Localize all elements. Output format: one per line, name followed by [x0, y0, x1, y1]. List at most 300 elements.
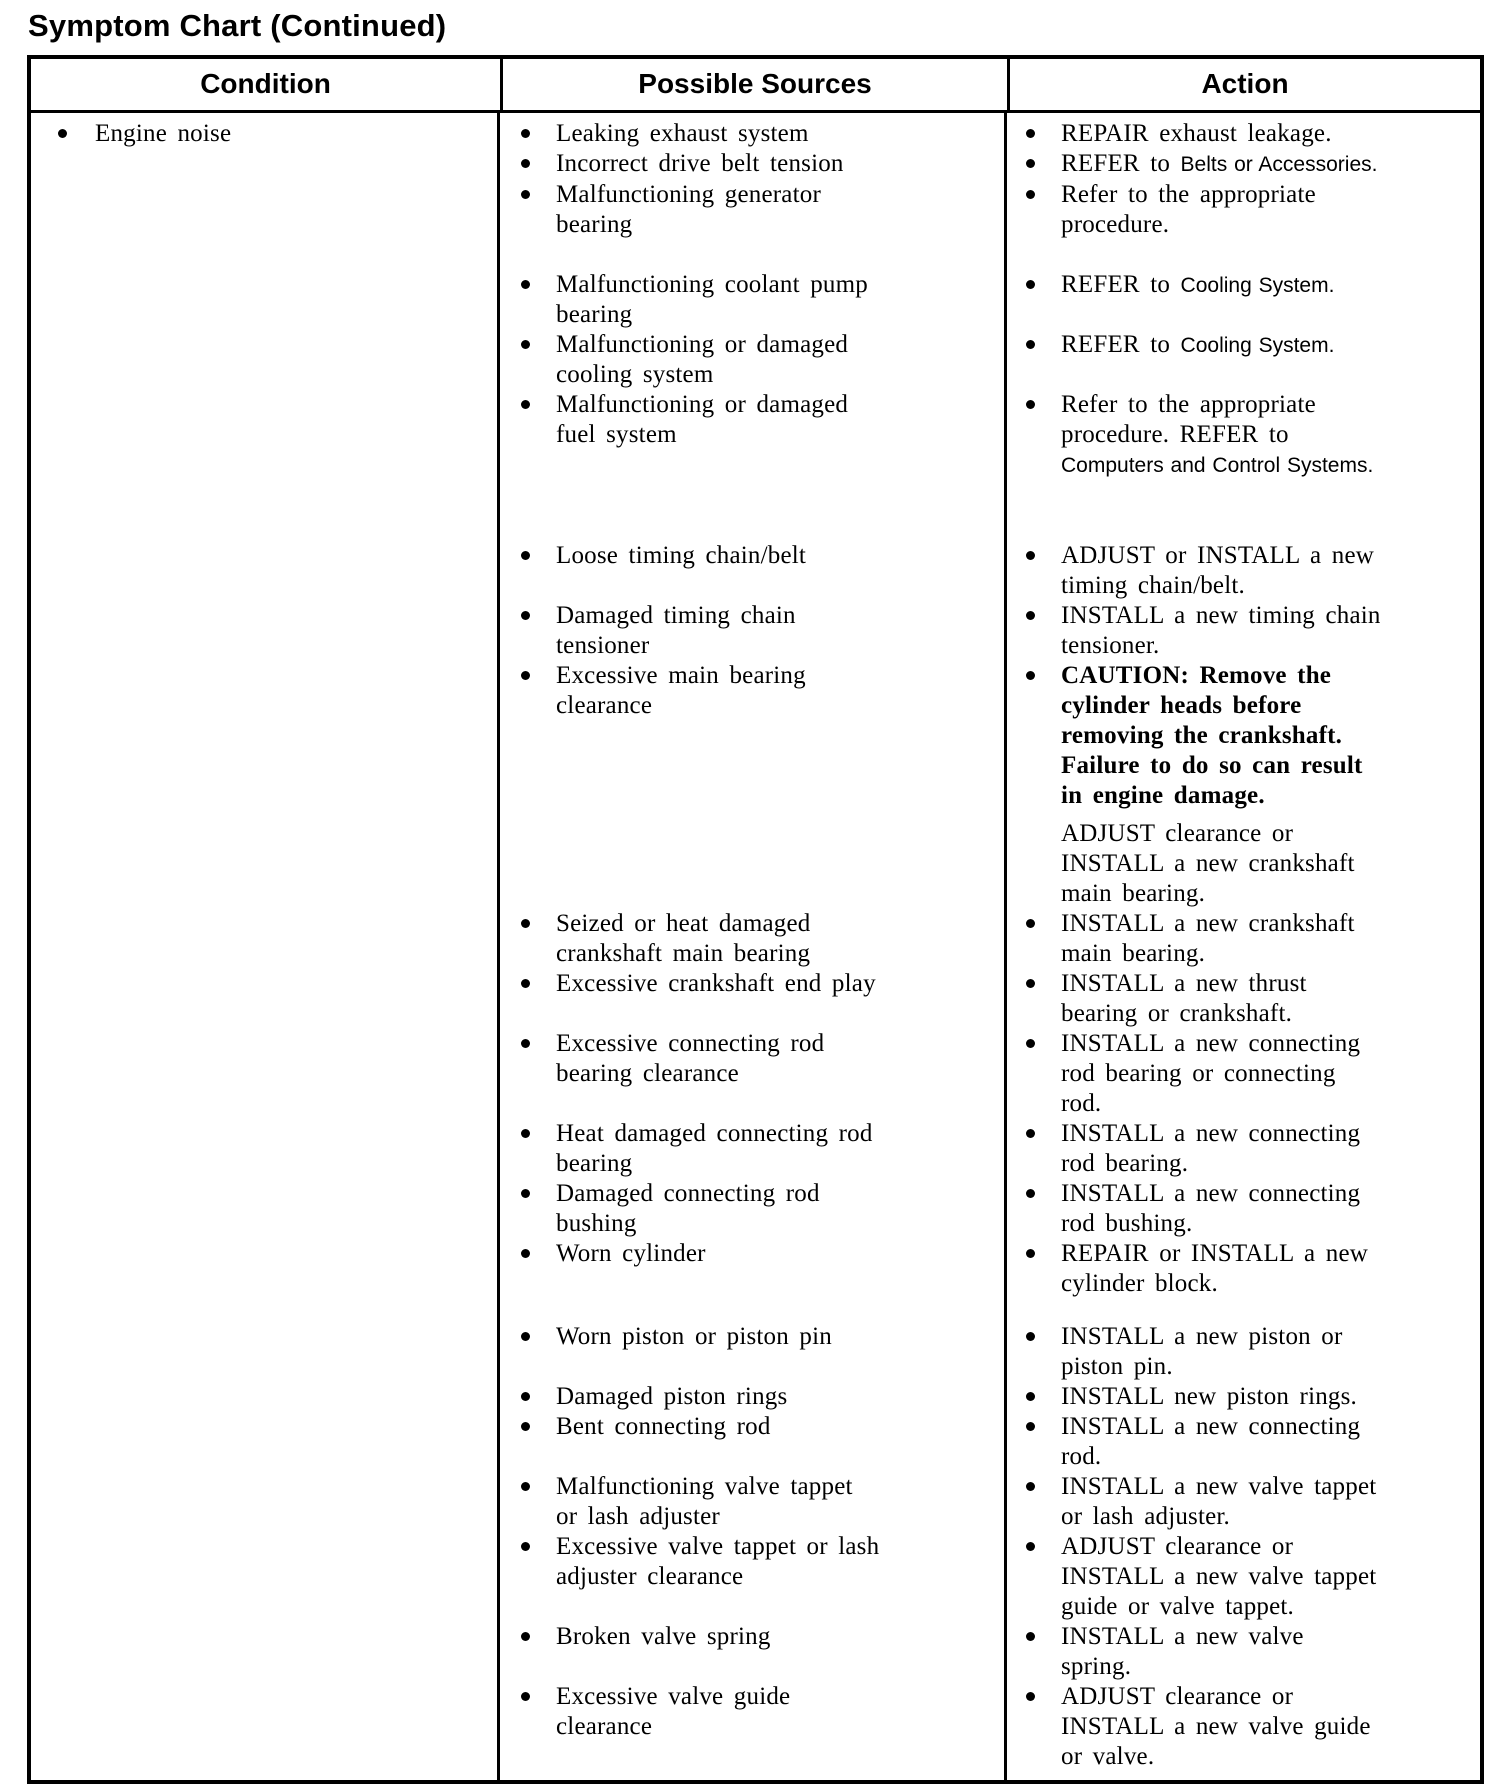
action-text: [1061, 909, 1470, 969]
text-segment: REPAIR exhaust leakage.: [1061, 120, 1332, 147]
source-item: [518, 180, 992, 240]
text-segment: Excessive connecting rod: [556, 1030, 825, 1057]
bullet-dot: [521, 551, 530, 560]
text-segment: INSTALL a new piston or: [1061, 1323, 1343, 1350]
source-item: [518, 1682, 992, 1742]
text-segment: rod.: [1061, 1090, 1102, 1117]
action-item: [1023, 1682, 1470, 1772]
action-text: [1061, 1119, 1470, 1179]
bullet-dot: [521, 1482, 530, 1491]
source-cell: [500, 1472, 1004, 1532]
text-segment: Loose timing chain/belt: [556, 542, 807, 569]
source-item: [518, 541, 992, 571]
text-segment: bearing clearance: [556, 1060, 739, 1087]
text-segment: Damaged timing chain: [556, 602, 796, 629]
source-item: [518, 270, 992, 330]
bullet-icon: [518, 1412, 556, 1442]
text-segment: INSTALL a new crankshaft: [1061, 910, 1355, 937]
bullet-icon: [518, 270, 556, 300]
text-segment: cylinder block.: [1061, 1270, 1218, 1297]
text-segment: Excessive valve guide: [556, 1683, 791, 1710]
action-cell: [1004, 541, 1480, 601]
text-segment: Malfunctioning coolant pump: [556, 271, 868, 298]
bullet-dot: [521, 129, 530, 138]
bullet-dot: [521, 1692, 530, 1701]
bullet-dot: [1026, 190, 1035, 199]
source-text: [556, 601, 992, 661]
group-gap-spacer: [500, 1299, 1004, 1322]
action-cell: [1004, 1472, 1480, 1532]
action-item: [1023, 969, 1470, 1029]
source-text: [556, 119, 992, 149]
action-text: [1061, 1412, 1470, 1472]
bullet-icon: [1023, 390, 1061, 420]
action-cell: [1004, 1622, 1480, 1682]
text-segment: procedure.: [1061, 211, 1170, 238]
source-cell: [500, 1322, 1004, 1382]
bullet-dot: [521, 611, 530, 620]
text-segment: Excessive valve tappet or lash: [556, 1533, 880, 1560]
action-cell: [1004, 180, 1480, 240]
reference-text: Belts or Accessories.: [1180, 153, 1378, 176]
action-item: [1023, 1472, 1470, 1532]
bullet-dot: [1026, 1332, 1035, 1341]
source-cell: [500, 1622, 1004, 1682]
source-text: [556, 330, 992, 390]
bullet-dot: [521, 1542, 530, 1551]
source-item: [518, 119, 992, 149]
bullet-icon: [55, 119, 95, 149]
action-cell: [1004, 661, 1480, 909]
action-cell: [1004, 1532, 1480, 1622]
text-segment: Malfunctioning generator: [556, 181, 821, 208]
action-text: [1061, 330, 1470, 361]
text-segment: Refer to the appropriate: [1061, 391, 1316, 418]
source-cell: [500, 1682, 1004, 1772]
action-item: [1023, 330, 1470, 361]
action-item: [1023, 390, 1470, 481]
bullet-icon: [518, 1029, 556, 1059]
source-item: [518, 1119, 992, 1179]
source-text: [556, 1682, 992, 1742]
text-segment: Leaking exhaust system: [556, 120, 809, 147]
action-text: [1061, 390, 1470, 481]
source-cell: [500, 909, 1004, 969]
action-text: [1061, 819, 1470, 909]
source-item: [518, 661, 992, 721]
text-segment: REFER to: [1061, 331, 1181, 358]
text-segment: spring.: [1061, 1653, 1132, 1680]
bullet-icon: [518, 1682, 556, 1712]
text-segment: Worn piston or piston pin: [556, 1323, 832, 1350]
bullet-dot: [521, 1039, 530, 1048]
action-item: [1023, 119, 1470, 149]
symptom-chart-table: [27, 55, 1484, 1784]
bullet-dot: [1026, 1482, 1035, 1491]
bottom-padding-spacer: [500, 1772, 1004, 1780]
bullet-dot: [521, 919, 530, 928]
source-cell: [500, 1239, 1004, 1299]
bullet-icon: [1023, 1412, 1061, 1442]
bullet-icon: [1023, 1322, 1061, 1352]
text-segment: clearance: [556, 1713, 653, 1740]
bullet-dot: [1026, 1392, 1035, 1401]
bullet-icon: [1023, 1682, 1061, 1712]
action-text: [1061, 969, 1470, 1029]
source-item: [518, 601, 992, 661]
bullet-dot: [521, 1422, 530, 1431]
action-cell: [1004, 1682, 1480, 1772]
source-item: [518, 1532, 992, 1592]
text-segment: INSTALL a new valve: [1061, 1623, 1304, 1650]
source-item: [518, 1322, 992, 1352]
bullet-dot: [521, 1189, 530, 1198]
bullet-dot: [521, 190, 530, 199]
bullet-icon: [1023, 1472, 1061, 1502]
source-cell: [500, 119, 1004, 149]
action-text: [1061, 270, 1470, 301]
bullet-dot: [521, 1332, 530, 1341]
source-text: [556, 1412, 992, 1442]
bullet-icon: [518, 909, 556, 939]
bullet-icon: [1023, 1622, 1061, 1652]
action-item: [1023, 1322, 1470, 1382]
source-text: [556, 541, 992, 571]
bullet-icon: [518, 601, 556, 631]
group-gap-spacer: [500, 481, 1004, 541]
bullet-dot: [521, 1632, 530, 1641]
bullet-dot: [1026, 1129, 1035, 1138]
text-segment: REFER to: [1061, 271, 1181, 298]
text-segment: INSTALL a new connecting: [1061, 1030, 1361, 1057]
bullet-icon: [518, 330, 556, 360]
text-segment: Seized or heat damaged: [556, 910, 811, 937]
bullet-dot: [521, 280, 530, 289]
text-segment: CAUTION: Remove the: [1061, 662, 1332, 689]
action-text: [1061, 1322, 1470, 1382]
bullet-icon: [518, 180, 556, 210]
action-text: [1061, 1682, 1470, 1772]
text-segment: Refer to the appropriate: [1061, 181, 1316, 208]
text-segment: procedure. REFER to: [1061, 421, 1289, 448]
bullet-dot: [1026, 671, 1035, 680]
source-cell: [500, 1119, 1004, 1179]
bullet-icon: [518, 119, 556, 149]
text-segment: removing the crankshaft.: [1061, 722, 1343, 749]
action-text: [1061, 1622, 1470, 1682]
bullet-dot: [1026, 340, 1035, 349]
condition-item: [31, 119, 497, 149]
text-segment: INSTALL a new connecting: [1061, 1180, 1361, 1207]
action-text: [1061, 180, 1470, 240]
source-cell: [500, 270, 1004, 330]
action-cell: [1004, 601, 1480, 661]
action-item: [1023, 819, 1470, 909]
action-item: [1023, 909, 1470, 969]
action-text: [1061, 1382, 1470, 1412]
text-segment: INSTALL a new thrust: [1061, 970, 1307, 997]
bullet-icon: [1023, 969, 1061, 999]
bullet-dot: [1026, 551, 1035, 560]
bullet-dot: [521, 159, 530, 168]
source-text: [556, 180, 992, 240]
reference-text: Computers and Control Systems.: [1061, 454, 1374, 477]
bullet-dot: [521, 400, 530, 409]
group-gap-spacer: [1004, 481, 1480, 541]
text-segment: bushing: [556, 1210, 637, 1237]
bullet-dot: [1026, 1542, 1035, 1551]
source-cell: [500, 180, 1004, 240]
text-segment: INSTALL a new connecting: [1061, 1413, 1361, 1440]
bullet-dot: [1026, 611, 1035, 620]
bullet-dot: [521, 979, 530, 988]
source-text: [556, 1119, 992, 1179]
bullet-icon: [1023, 1532, 1061, 1562]
source-item: [518, 1412, 992, 1442]
text-segment: ADJUST clearance or: [1061, 1533, 1294, 1560]
source-item: [518, 1179, 992, 1239]
action-cell: [1004, 149, 1480, 180]
action-item: [1023, 1412, 1470, 1472]
text-segment: or lash adjuster.: [1061, 1503, 1231, 1530]
source-item: [518, 330, 992, 390]
source-cell: [500, 1382, 1004, 1412]
action-text: [1061, 149, 1470, 180]
source-text: [556, 1532, 992, 1592]
text-segment: piston pin.: [1061, 1353, 1173, 1380]
text-segment: or valve.: [1061, 1743, 1155, 1770]
action-cell: [1004, 1179, 1480, 1239]
text-segment: rod bushing.: [1061, 1210, 1193, 1237]
source-text: [556, 1239, 992, 1269]
text-segment: Failure to do so can result: [1061, 752, 1363, 779]
text-segment: rod bearing or connecting: [1061, 1060, 1336, 1087]
action-cell: [1004, 330, 1480, 390]
source-item: [518, 1472, 992, 1532]
text-segment: cooling system: [556, 361, 714, 388]
bottom-padding-spacer: [1004, 1772, 1480, 1780]
bullet-icon: [518, 541, 556, 571]
bullet-icon: [1023, 180, 1061, 210]
text-segment: Heat damaged connecting rod: [556, 1120, 873, 1147]
bullet-dot: [1026, 400, 1035, 409]
bullet-dot: [521, 1249, 530, 1258]
text-segment: main bearing.: [1061, 940, 1206, 967]
bullet-icon: [1023, 661, 1061, 691]
bullet-icon: [518, 1472, 556, 1502]
text-segment: Malfunctioning or damaged: [556, 331, 849, 358]
source-item: [518, 1622, 992, 1652]
action-cell: [1004, 1239, 1480, 1299]
bullet-icon: [1023, 1239, 1061, 1269]
action-item: [1023, 149, 1470, 180]
action-text: [1061, 661, 1470, 811]
source-cell: [500, 541, 1004, 601]
bullet-icon: [1023, 330, 1061, 360]
text-segment: ADJUST or INSTALL a new: [1061, 542, 1375, 569]
text-segment: in engine damage.: [1061, 782, 1265, 809]
bullet-icon: [1023, 909, 1061, 939]
reference-text: Cooling System.: [1180, 334, 1335, 357]
source-text: [556, 1622, 992, 1652]
source-cell: [500, 661, 1004, 909]
source-text: [556, 1472, 992, 1532]
text-segment: Bent connecting rod: [556, 1413, 771, 1440]
bullet-icon: [518, 969, 556, 999]
bullet-dot: [521, 671, 530, 680]
bullet-icon: [518, 661, 556, 691]
source-cell: [500, 1532, 1004, 1622]
bullet-dot: [1026, 1422, 1035, 1431]
bullet-dot: [1026, 1249, 1035, 1258]
action-cell: [1004, 390, 1480, 481]
source-text: [556, 149, 992, 179]
page-title: Symptom Chart (Continued): [28, 8, 447, 43]
source-cell: [500, 1179, 1004, 1239]
source-item: [518, 1239, 992, 1269]
bullet-icon: [518, 1119, 556, 1149]
text-segment: tensioner: [556, 632, 650, 659]
action-item: [1023, 1179, 1470, 1239]
bullet-icon: [518, 1532, 556, 1562]
source-item: [518, 1029, 992, 1089]
text-segment: Malfunctioning valve tappet: [556, 1473, 853, 1500]
bullet-icon: [518, 390, 556, 420]
table-header-row: [31, 59, 1480, 113]
source-cell: [500, 330, 1004, 390]
source-text: [556, 969, 992, 999]
source-text: [556, 1382, 992, 1412]
action-cell: [1004, 1119, 1480, 1179]
bullet-icon: [1023, 119, 1061, 149]
action-item: [1023, 1119, 1470, 1179]
action-item: [1023, 1239, 1470, 1299]
action-item: [1023, 1622, 1470, 1682]
bullet-dot: [1026, 1692, 1035, 1701]
text-segment: Excessive crankshaft end play: [556, 970, 876, 997]
text-segment: INSTALL a new crankshaft: [1061, 850, 1355, 877]
bullet-icon: [518, 1179, 556, 1209]
source-text: [556, 909, 992, 969]
action-text: [1061, 1029, 1470, 1119]
text-segment: rod bearing.: [1061, 1150, 1189, 1177]
bullet-icon: [518, 1239, 556, 1269]
text-segment: or lash adjuster: [556, 1503, 720, 1530]
action-cell: [1004, 1029, 1480, 1119]
bullet-dot: [1026, 1632, 1035, 1641]
bullet-dot: [1026, 280, 1035, 289]
text-segment: bearing: [556, 211, 633, 238]
action-cell: [1004, 1322, 1480, 1382]
bullet-dot: [521, 1129, 530, 1138]
action-text: [1061, 1239, 1470, 1299]
bullet-icon: [1023, 1179, 1061, 1209]
source-cell: [500, 390, 1004, 481]
bullet-dot: [1026, 1189, 1035, 1198]
source-cell: [500, 149, 1004, 180]
bullet-spacer: [1023, 819, 1061, 849]
text-segment: clearance: [556, 692, 653, 719]
text-segment: ADJUST clearance or: [1061, 1683, 1294, 1710]
condition-text: Engine noise: [95, 120, 232, 147]
action-cell: [1004, 969, 1480, 1029]
bullet-dot: [1026, 979, 1035, 988]
source-cell: [500, 1412, 1004, 1472]
group-gap-spacer: [500, 240, 1004, 270]
text-segment: Damaged piston rings: [556, 1383, 788, 1410]
action-item: [1023, 270, 1470, 301]
pairs-grid: [500, 113, 1480, 1780]
source-text: [556, 1179, 992, 1239]
action-text: [1061, 601, 1470, 661]
reference-text: Cooling System.: [1180, 274, 1335, 297]
bullet-dot: [58, 129, 67, 138]
bullet-icon: [1023, 1382, 1061, 1412]
text-segment: timing chain/belt.: [1061, 572, 1245, 599]
bullet-dot: [1026, 129, 1035, 138]
text-segment: ADJUST clearance or: [1061, 820, 1294, 847]
text-segment: main bearing.: [1061, 880, 1206, 907]
condition-cell: [31, 113, 500, 1780]
text-segment: INSTALL a new valve tappet: [1061, 1473, 1377, 1500]
text-segment: cylinder heads before: [1061, 692, 1302, 719]
action-cell: [1004, 1382, 1480, 1412]
text-segment: bearing: [556, 1150, 633, 1177]
source-item: [518, 909, 992, 969]
bullet-dot: [1026, 159, 1035, 168]
action-item: [1023, 180, 1470, 240]
source-cell: [500, 969, 1004, 1029]
action-cell: [1004, 270, 1480, 330]
text-segment: bearing or crankshaft.: [1061, 1000, 1293, 1027]
source-text: [556, 661, 992, 721]
action-item: [1023, 661, 1470, 811]
bullet-icon: [518, 149, 556, 179]
text-segment: fuel system: [556, 421, 677, 448]
bullet-icon: [1023, 149, 1061, 179]
bullet-dot: [521, 340, 530, 349]
text-segment: guide or valve tappet.: [1061, 1593, 1294, 1620]
source-cell: [500, 1029, 1004, 1119]
source-item: [518, 1382, 992, 1412]
action-item: [1023, 541, 1470, 601]
bullet-icon: [518, 1622, 556, 1652]
text-segment: INSTALL a new connecting: [1061, 1120, 1361, 1147]
action-text: [1061, 541, 1470, 601]
action-text: [1061, 1179, 1470, 1239]
bullet-dot: [521, 1392, 530, 1401]
text-segment: rod.: [1061, 1443, 1102, 1470]
text-segment: INSTALL a new valve guide: [1061, 1713, 1371, 1740]
source-item: [518, 969, 992, 999]
text-segment: INSTALL a new timing chain: [1061, 602, 1381, 629]
table-body: [31, 113, 1480, 1780]
text-segment: bearing: [556, 301, 633, 328]
action-cell: [1004, 909, 1480, 969]
bullet-icon: [518, 1382, 556, 1412]
header-action: Action: [1007, 59, 1480, 110]
action-text: [1061, 119, 1470, 149]
text-segment: Excessive main bearing: [556, 662, 806, 689]
group-gap-spacer: [1004, 1299, 1480, 1322]
text-segment: crankshaft main bearing: [556, 940, 811, 967]
action-text: [1061, 1472, 1470, 1532]
bullet-icon: [1023, 270, 1061, 300]
header-condition: Condition: [200, 68, 331, 99]
bullet-icon: [1023, 541, 1061, 571]
bullet-icon: [518, 1322, 556, 1352]
source-text: [556, 390, 992, 450]
